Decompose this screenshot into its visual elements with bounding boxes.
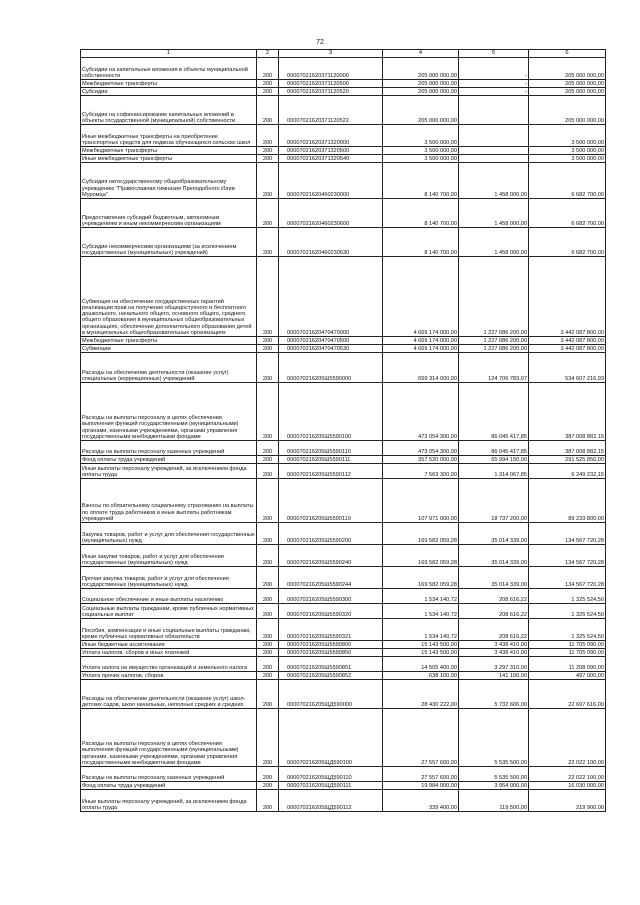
unexecuted-amount-cell: 205 000 000,00	[529, 58, 606, 80]
unexecuted-amount-cell: 1 325 524,50	[529, 604, 606, 619]
executed-amount-cell	[459, 147, 529, 155]
row-line-code-cell: 200	[257, 125, 279, 147]
approved-amount-cell: 7 563 300,00	[383, 464, 459, 479]
row-name-cell: Закупка товаров, работ и услуг для обеспечения государственных (муниципальных) нужд	[81, 523, 257, 545]
approved-amount-cell: 4 669 174 000,00	[383, 345, 459, 353]
budget-code-cell: 000070216205Ш5590110	[279, 441, 383, 456]
budget-code-cell: 00007021620371120500	[279, 80, 383, 88]
table-row	[81, 589, 606, 604]
approved-amount-cell: 205 000 000,00	[383, 96, 459, 125]
executed-amount-cell: -	[459, 80, 529, 88]
executed-amount-cell: 1 458 000,00	[459, 199, 529, 228]
budget-code-cell: 000070216205Ш5590320	[279, 604, 383, 619]
approved-amount-cell: 8 140 700,00	[383, 199, 459, 228]
page-number: 72	[316, 39, 324, 46]
row-line-code-cell: 200	[257, 88, 279, 96]
executed-amount-cell: 3 438 410,00	[459, 649, 529, 657]
unexecuted-amount-cell: 3 500 000,00	[529, 147, 606, 155]
column-header: 1	[81, 50, 257, 58]
column-header: 3	[279, 50, 383, 58]
table-row	[81, 441, 606, 456]
row-name-cell: Субвенции	[81, 345, 257, 353]
budget-code-cell: 000070216205Ш5590852	[279, 672, 383, 680]
table-row	[81, 479, 606, 523]
executed-amount-cell: 208 616,22	[459, 619, 529, 641]
table-row	[81, 790, 606, 812]
unexecuted-amount-cell: 134 567 720,28	[529, 545, 606, 567]
row-name-cell: Иные межбюджетные трансферты на приобретение транспортных средств для подвоза обучающихся сельских школ	[81, 125, 257, 147]
executed-amount-cell: 5 732 606,00	[459, 680, 529, 709]
table-row	[81, 155, 606, 163]
unexecuted-amount-cell: 387 008 882,15	[529, 441, 606, 456]
table-row	[81, 257, 606, 337]
unexecuted-amount-cell: 11 208 090,00	[529, 657, 606, 672]
budget-code-cell: 000070216205Ш5590119	[279, 479, 383, 523]
row-name-cell: Иные выплаты персоналу учреждений, за исключением фонда оплаты труда	[81, 464, 257, 479]
approved-amount-cell: 15 143 500,00	[383, 649, 459, 657]
row-name-cell: Предоставление субсидий бюджетным, автономным учреждениям и иным некоммерческим организациям	[81, 199, 257, 228]
executed-amount-cell: 1 227 086 200,00	[459, 337, 529, 345]
row-name-cell: Расходы на обеспечение деятельности (оказание услуг) школ-детских садов, школ начальных, неполных средних и средних	[81, 680, 257, 709]
budget-code-cell: 00007021620371120520	[279, 88, 383, 96]
row-name-cell: Взносы по обязательному социальному страхованию на выплаты по оплате труда работников и иные выплаты работникам учреждений	[81, 479, 257, 523]
row-name-cell: Уплата налогов, сборов и иных платежей	[81, 649, 257, 657]
row-line-code-cell: 200	[257, 96, 279, 125]
unexecuted-amount-cell: 205 000 000,00	[529, 96, 606, 125]
table-row	[81, 782, 606, 790]
row-name-cell: Социальное обеспечение и иные выплаты населению	[81, 589, 257, 604]
row-line-code-cell: 200	[257, 464, 279, 479]
executed-amount-cell: 35 014 339,00	[459, 567, 529, 589]
executed-amount-cell	[459, 125, 529, 147]
row-name-cell: Уплата налога на имущество организаций и земельного налога	[81, 657, 257, 672]
budget-code-cell: 000070216205Ш5590244	[279, 567, 383, 589]
unexecuted-amount-cell: 205 000 000,00	[529, 80, 606, 88]
row-line-code-cell: 200	[257, 680, 279, 709]
row-name-cell: Иные закупки товаров, работ и услуг для обеспечения государственных (муниципальных) нужд	[81, 545, 257, 567]
row-line-code-cell: 200	[257, 657, 279, 672]
row-line-code-cell: 200	[257, 479, 279, 523]
table-row	[81, 680, 606, 709]
budget-code-cell: 000070216205Ш5590000	[279, 353, 383, 383]
unexecuted-amount-cell: 6 682 700,00	[529, 163, 606, 199]
executed-amount-cell: 1 458 000,00	[459, 163, 529, 199]
budget-code-cell: 000070216205ЩД590000	[279, 680, 383, 709]
unexecuted-amount-cell: 134 567 720,28	[529, 523, 606, 545]
executed-amount-cell: 35 014 339,00	[459, 523, 529, 545]
row-line-code-cell: 200	[257, 589, 279, 604]
table-row	[81, 58, 606, 80]
table-row	[81, 80, 606, 88]
table-row	[81, 464, 606, 479]
unexecuted-amount-cell: 497 000,00	[529, 672, 606, 680]
executed-amount-cell: 208 616,22	[459, 589, 529, 604]
unexecuted-amount-cell: 387 008 882,15	[529, 383, 606, 441]
budget-code-cell: 00007021620371120000	[279, 58, 383, 80]
table-row	[81, 337, 606, 345]
unexecuted-amount-cell: 134 567 720,28	[529, 567, 606, 589]
table-row	[81, 545, 606, 567]
executed-amount-cell: 86 045 417,85	[459, 441, 529, 456]
executed-amount-cell: 1 314 067,85	[459, 464, 529, 479]
row-name-cell: Уплата прочих налогов, сборов	[81, 672, 257, 680]
row-name-cell: Субсидии на капитальные вложения в объекты муниципальной собственности	[81, 58, 257, 80]
row-name-cell: Иные бюджетные ассигнования	[81, 641, 257, 649]
row-name-cell: Фонд оплаты труда учреждений	[81, 782, 257, 790]
approved-amount-cell: 8 140 700,00	[383, 163, 459, 199]
budget-table	[80, 49, 606, 812]
unexecuted-amount-cell: 22 022 100,00	[529, 709, 606, 767]
approved-amount-cell: 3 500 000,00	[383, 147, 459, 155]
approved-amount-cell: 28 430 222,00	[383, 680, 459, 709]
executed-amount-cell: 65 994 150,00	[459, 456, 529, 464]
table-row	[81, 88, 606, 96]
budget-code-cell: 00007021620470470000	[279, 257, 383, 337]
approved-amount-cell: 15 143 500,00	[383, 641, 459, 649]
row-name-cell: Субсидии	[81, 88, 257, 96]
unexecuted-amount-cell: 22 697 616,00	[529, 680, 606, 709]
table-row	[81, 147, 606, 155]
executed-amount-cell: 208 616,22	[459, 604, 529, 619]
table-row	[81, 523, 606, 545]
row-name-cell: Субсидии на софинансирование капитальных вложений в объекты государственной (муниципальной) собственности	[81, 96, 257, 125]
unexecuted-amount-cell: 3 442 087 800,00	[529, 337, 606, 345]
row-name-cell: Фонд оплаты труда учреждений	[81, 456, 257, 464]
table-row	[81, 345, 606, 353]
executed-amount-cell: -	[459, 58, 529, 80]
row-line-code-cell: 200	[257, 345, 279, 353]
approved-amount-cell: 169 582 059,28	[383, 545, 459, 567]
executed-amount-cell: 18 737 200,00	[459, 479, 529, 523]
row-name-cell: Межбюджетные трансферты	[81, 337, 257, 345]
budget-code-cell: 00007021620371320500	[279, 147, 383, 155]
table-row	[81, 641, 606, 649]
budget-code-cell: 000070216205ЩД590100	[279, 709, 383, 767]
budget-code-cell: 000070216205Ш5590300	[279, 589, 383, 604]
approved-amount-cell: 4 669 174 000,00	[383, 337, 459, 345]
row-name-cell: Расходы на выплаты персоналу в целях обеспечения выполнения функций государственными (муниципальными) органами, казенными учреждениями, органами управления государственными внебюджетными фондами	[81, 709, 257, 767]
column-header: 2	[257, 50, 279, 58]
table-row	[81, 649, 606, 657]
unexecuted-amount-cell: 22 022 100,00	[529, 767, 606, 782]
budget-code-cell: 000070216205Ш5590851	[279, 657, 383, 672]
executed-amount-cell: 1 227 086 200,00	[459, 257, 529, 337]
row-name-cell: Иные межбюджетные трансферты	[81, 155, 257, 163]
unexecuted-amount-cell: 6 249 232,15	[529, 464, 606, 479]
row-name-cell: Субвенция на обеспечение государственных гарантий реализации прав на получение общедоступного и бесплатного дошкольного, начального общего, основного общего, среднего общего образования в муниципальных общеобразовательных организациях, обеспечение дополнительного образования детей в муниципальных общеобразовательных организациях	[81, 257, 257, 337]
row-line-code-cell: 200	[257, 567, 279, 589]
executed-amount-cell: 3 297 310,00	[459, 657, 529, 672]
budget-code-cell: 000070216205ЩД590112	[279, 790, 383, 812]
row-name-cell: Расходы на выплаты персоналу казенных учреждений	[81, 767, 257, 782]
table-row	[81, 567, 606, 589]
table-row	[81, 163, 606, 199]
approved-amount-cell: 14 505 400,00	[383, 657, 459, 672]
table-row	[81, 228, 606, 257]
row-line-code-cell: 200	[257, 441, 279, 456]
table-row	[81, 604, 606, 619]
table-row	[81, 672, 606, 680]
budget-code-cell: 00007021620460230000	[279, 163, 383, 199]
approved-amount-cell: 169 582 059,28	[383, 523, 459, 545]
budget-code-cell: 00007021620371120522	[279, 96, 383, 125]
row-line-code-cell: 200	[257, 337, 279, 345]
approved-amount-cell: 1 534 140,72	[383, 604, 459, 619]
table-row	[81, 96, 606, 125]
budget-code-cell: 000070216205ЩД590110	[279, 767, 383, 782]
row-line-code-cell: 200	[257, 383, 279, 441]
row-name-cell: Расходы на выплаты персоналу казенных учреждений	[81, 441, 257, 456]
row-line-code-cell: 200	[257, 228, 279, 257]
row-name-cell: Социальные выплаты гражданам, кроме публичных нормативных социальных выплат	[81, 604, 257, 619]
budget-code-cell: 00007021620470470500	[279, 337, 383, 345]
approved-amount-cell: 1 534 140,72	[383, 589, 459, 604]
table-row	[81, 709, 606, 767]
approved-amount-cell: 27 557 600,00	[383, 767, 459, 782]
executed-amount-cell: 5 535 500,00	[459, 709, 529, 767]
row-name-cell: Межбюджетные трансферты	[81, 147, 257, 155]
executed-amount-cell: 86 045 417,85	[459, 383, 529, 441]
approved-amount-cell: 205 000 000,00	[383, 80, 459, 88]
executed-amount-cell: 1 227 086 200,00	[459, 345, 529, 353]
column-number-header	[81, 50, 606, 58]
budget-code-cell: 000070216205Ш5590321	[279, 619, 383, 641]
table-row	[81, 657, 606, 672]
unexecuted-amount-cell: 11 705 090,00	[529, 649, 606, 657]
executed-amount-cell	[459, 96, 529, 125]
unexecuted-amount-cell: 11 705 090,00	[529, 641, 606, 649]
budget-code-cell: 00007021620470470530	[279, 345, 383, 353]
budget-code-cell: 00007021620460230630	[279, 228, 383, 257]
row-line-code-cell: 200	[257, 641, 279, 649]
budget-code-cell: 00007021620371320000	[279, 125, 383, 147]
row-line-code-cell: 200	[257, 790, 279, 812]
unexecuted-amount-cell: 534 607 216,93	[529, 353, 606, 383]
row-line-code-cell: 200	[257, 456, 279, 464]
unexecuted-amount-cell: 6 682 700,00	[529, 228, 606, 257]
row-line-code-cell: 200	[257, 199, 279, 228]
row-line-code-cell: 200	[257, 649, 279, 657]
unexecuted-amount-cell: 3 500 000,00	[529, 155, 606, 163]
approved-amount-cell: 107 971 000,00	[383, 479, 459, 523]
executed-amount-cell: 1 458 000,00	[459, 228, 529, 257]
row-line-code-cell: 200	[257, 155, 279, 163]
budget-code-cell: 000070216205Ш5590112	[279, 464, 383, 479]
executed-amount-cell: -	[459, 88, 529, 96]
budget-code-cell: 000070216205Ш5590240	[279, 545, 383, 567]
row-line-code-cell: 200	[257, 782, 279, 790]
budget-code-cell: 000070216205Ш5590111	[279, 456, 383, 464]
approved-amount-cell: 4 669 174 000,00	[383, 257, 459, 337]
unexecuted-amount-cell: 1 325 524,50	[529, 589, 606, 604]
executed-amount-cell: 35 014 339,00	[459, 545, 529, 567]
budget-code-cell: 000070216205Ш5590800	[279, 641, 383, 649]
row-line-code-cell: 200	[257, 545, 279, 567]
approved-amount-cell: 473 054 300,00	[383, 383, 459, 441]
approved-amount-cell: 473 054 300,00	[383, 441, 459, 456]
row-name-cell: Расходы на обеспечение деятельности (оказание услуг) специальных (коррекционных) учреждений	[81, 353, 257, 383]
executed-amount-cell	[459, 155, 529, 163]
row-line-code-cell: 200	[257, 147, 279, 155]
unexecuted-amount-cell: 89 233 800,00	[529, 479, 606, 523]
row-name-cell: Межбюджетные трансферты	[81, 80, 257, 88]
executed-amount-cell: 124 706 783,07	[459, 353, 529, 383]
row-line-code-cell: 200	[257, 58, 279, 80]
row-name-cell: Расходы на выплаты персоналу в целях обеспечения выполнения функций государственными (муниципальными) органами, казенными учреждениями, органами управления государственными внебюджетными фондами	[81, 383, 257, 441]
column-header: 5	[459, 50, 529, 58]
table-row	[81, 383, 606, 441]
table-row	[81, 456, 606, 464]
unexecuted-amount-cell: 291 525 850,00	[529, 456, 606, 464]
row-line-code-cell: 200	[257, 672, 279, 680]
approved-amount-cell: 339 400,00	[383, 790, 459, 812]
row-name-cell: Пособия, компенсации и иные социальные выплаты гражданам, кроме публичных нормативных обязательств	[81, 619, 257, 641]
executed-amount-cell: 141 100,00	[459, 672, 529, 680]
unexecuted-amount-cell: 3 442 087 800,00	[529, 345, 606, 353]
row-line-code-cell: 200	[257, 80, 279, 88]
unexecuted-amount-cell: 6 682 700,00	[529, 199, 606, 228]
approved-amount-cell: 8 140 700,00	[383, 228, 459, 257]
unexecuted-amount-cell: 3 500 000,00	[529, 125, 606, 147]
approved-amount-cell: 357 520 000,00	[383, 456, 459, 464]
row-name-cell: Иные выплаты персоналу учреждений, за исключением фонда оплаты труда	[81, 790, 257, 812]
unexecuted-amount-cell: 1 325 524,50	[529, 619, 606, 641]
approved-amount-cell: 27 557 600,00	[383, 709, 459, 767]
row-line-code-cell: 200	[257, 604, 279, 619]
approved-amount-cell: 1 534 140,72	[383, 619, 459, 641]
table-row	[81, 199, 606, 228]
row-name-cell: Субсидия негосударственному общеобразовательному учреждению "Православная гимназия Преподобного Илии Муромца"	[81, 163, 257, 199]
table-row	[81, 619, 606, 641]
executed-amount-cell: 3 954 000,00	[459, 782, 529, 790]
approved-amount-cell: 638 100,00	[383, 672, 459, 680]
row-name-cell: Прочая закупка товаров, работ и услуг для обеспечения государственных (муниципальных) нужд	[81, 567, 257, 589]
row-line-code-cell: 200	[257, 619, 279, 641]
executed-amount-cell: 5 535 500,00	[459, 767, 529, 782]
budget-code-cell: 00007021620460230600	[279, 199, 383, 228]
row-name-cell: Субсидии некоммерческим организациям (за исключением государственных (муниципальных) учреждений)	[81, 228, 257, 257]
row-line-code-cell: 200	[257, 523, 279, 545]
approved-amount-cell: 19 984 000,00	[383, 782, 459, 790]
table-row	[81, 125, 606, 147]
table-row	[81, 767, 606, 782]
budget-code-cell: 000070216205ЩД590111	[279, 782, 383, 790]
column-header: 6	[529, 50, 606, 58]
row-line-code-cell: 200	[257, 353, 279, 383]
approved-amount-cell: 3 500 000,00	[383, 125, 459, 147]
executed-amount-cell: 3 438 410,00	[459, 641, 529, 649]
row-line-code-cell: 200	[257, 163, 279, 199]
row-line-code-cell: 200	[257, 767, 279, 782]
unexecuted-amount-cell: 16 030 000,00	[529, 782, 606, 790]
budget-code-cell: 000070216205Ш5590100	[279, 383, 383, 441]
unexecuted-amount-cell: 219 900,00	[529, 790, 606, 812]
approved-amount-cell: 205 000 000,00	[383, 88, 459, 96]
approved-amount-cell: 169 582 059,28	[383, 567, 459, 589]
row-line-code-cell: 200	[257, 709, 279, 767]
budget-code-cell: 000070216205Ш5590200	[279, 523, 383, 545]
row-line-code-cell: 200	[257, 257, 279, 337]
unexecuted-amount-cell: 3 442 087 800,00	[529, 257, 606, 337]
approved-amount-cell: 659 314 000,00	[383, 353, 459, 383]
budget-code-cell: 000070216205Ш5590850	[279, 649, 383, 657]
table-row	[81, 353, 606, 383]
approved-amount-cell: 3 500 000,00	[383, 155, 459, 163]
budget-code-cell: 00007021620371320540	[279, 155, 383, 163]
unexecuted-amount-cell: 205 000 000,00	[529, 88, 606, 96]
approved-amount-cell: 205 000 000,00	[383, 58, 459, 80]
executed-amount-cell: 119 500,00	[459, 790, 529, 812]
column-header: 4	[383, 50, 459, 58]
